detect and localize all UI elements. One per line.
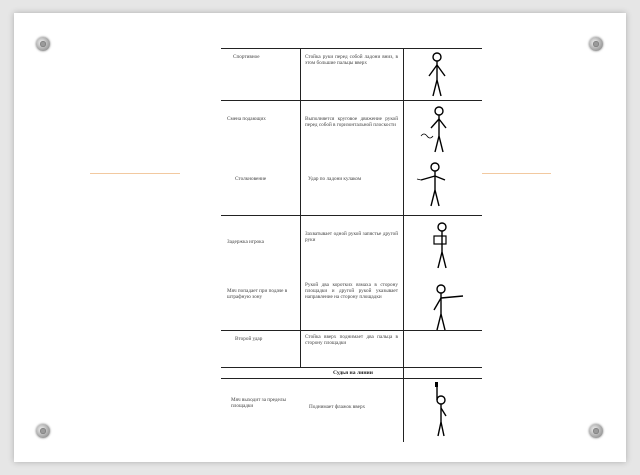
table-cell-term: Столкновение [235, 176, 267, 182]
decorative-line-right [470, 173, 551, 174]
decorative-line-left [90, 173, 180, 174]
table-cell-description: Захватывает одной рукой запястье другой руки [305, 231, 398, 244]
table-line [221, 48, 482, 49]
document-page [193, 44, 482, 442]
table-cell-description: Стойка руки перед собой ладони вниз, в этом большие пальцы вверх [305, 54, 398, 67]
slide [14, 13, 626, 462]
table-cell-term: Мяч попадает при подаче в штрафную зону [227, 288, 288, 301]
subsection-title: Судья на линии [332, 370, 373, 376]
stick-figure-icon [431, 284, 465, 334]
stick-figure-icon [415, 162, 449, 210]
table-cell-description: Стойка вверх поднимает два пальца в сторону площадки [305, 334, 398, 347]
table-cell-term: Смена подающих [227, 116, 266, 122]
table-line [221, 367, 482, 368]
stick-figure-icon [419, 106, 453, 156]
pin-icon [589, 37, 603, 51]
table-line [221, 215, 482, 216]
table-cell-term: Задержка игрока [227, 239, 264, 245]
table-cell-term: Второй удар [235, 336, 263, 342]
table-cell-description: Удар по ладони кулаком [308, 176, 362, 182]
table-cell-description: Рукой два коротких взмаха в сторону площадки и другой рукой указывает направление на сторону площадки [305, 282, 398, 301]
table-cell-description: Поднимает флажок вверх [309, 404, 366, 410]
pin-icon [36, 37, 50, 51]
table-line [300, 48, 301, 367]
table-cell-term: Спортивное [233, 54, 260, 60]
table-line [221, 378, 482, 379]
table-cell-term: Мяч выходит за пределы площадки [231, 397, 286, 410]
pin-icon [589, 424, 603, 438]
table-line [403, 48, 404, 442]
pin-icon [36, 424, 50, 438]
stick-figure-icon [431, 382, 451, 440]
table-cell-description: Выполняется круговое движение рукой перед собой в горизонтальной плоскости [305, 116, 398, 129]
stick-figure-icon [425, 52, 449, 100]
stick-figure-icon [429, 222, 455, 272]
